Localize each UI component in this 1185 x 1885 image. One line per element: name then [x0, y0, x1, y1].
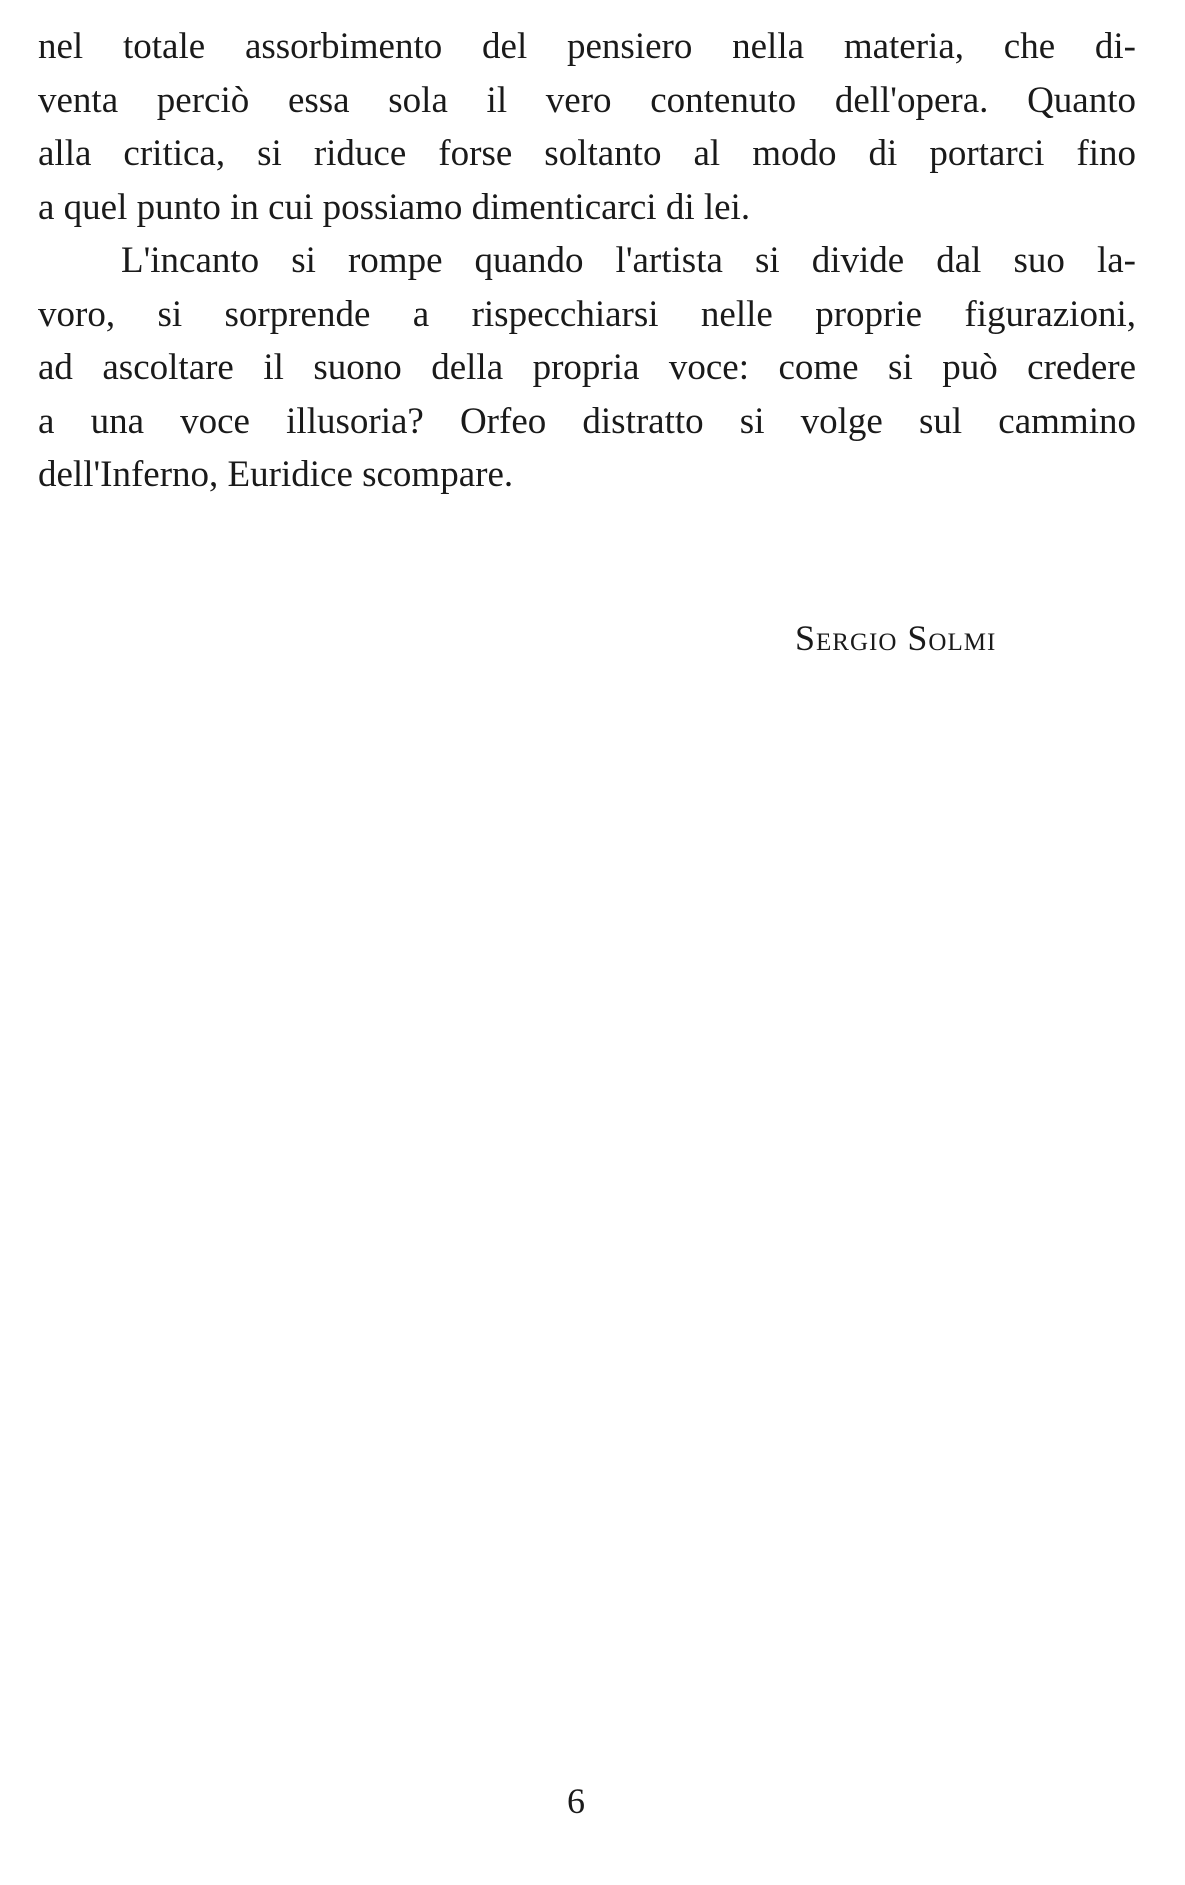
- text-line: a quel punto in cui possiamo dimenticarci di lei.: [38, 186, 751, 228]
- text-line: alla critica, si riduce forse soltanto al modo di portarci fino: [38, 133, 1136, 174]
- text-line: nel totale assorbimento del pensiero nella materia, che di-: [38, 26, 1136, 67]
- author-signature: Sergio Solmi: [795, 618, 997, 658]
- body-text: [38, 20, 1136, 502]
- text-line: voro, si sorprende a rispecchiarsi nelle proprie figurazioni,: [38, 293, 1136, 335]
- text-line: a una voce illusoria? Orfeo distratto si volge sul cammino: [38, 400, 1136, 442]
- text-line: dell'Inferno, Euridice scompare.: [38, 454, 514, 495]
- text-line: L'incanto si rompe quando l'artista si divide dal suo la-: [121, 240, 1136, 281]
- paragraph-1: [38, 20, 1136, 234]
- paragraph-2: [38, 234, 1136, 502]
- text-line: ad ascoltare il suono della propria voce: come si può credere: [38, 347, 1136, 388]
- page-number: 6: [567, 1781, 585, 1821]
- text-line: venta perciò essa sola il vero contenuto dell'opera. Quanto: [38, 79, 1136, 121]
